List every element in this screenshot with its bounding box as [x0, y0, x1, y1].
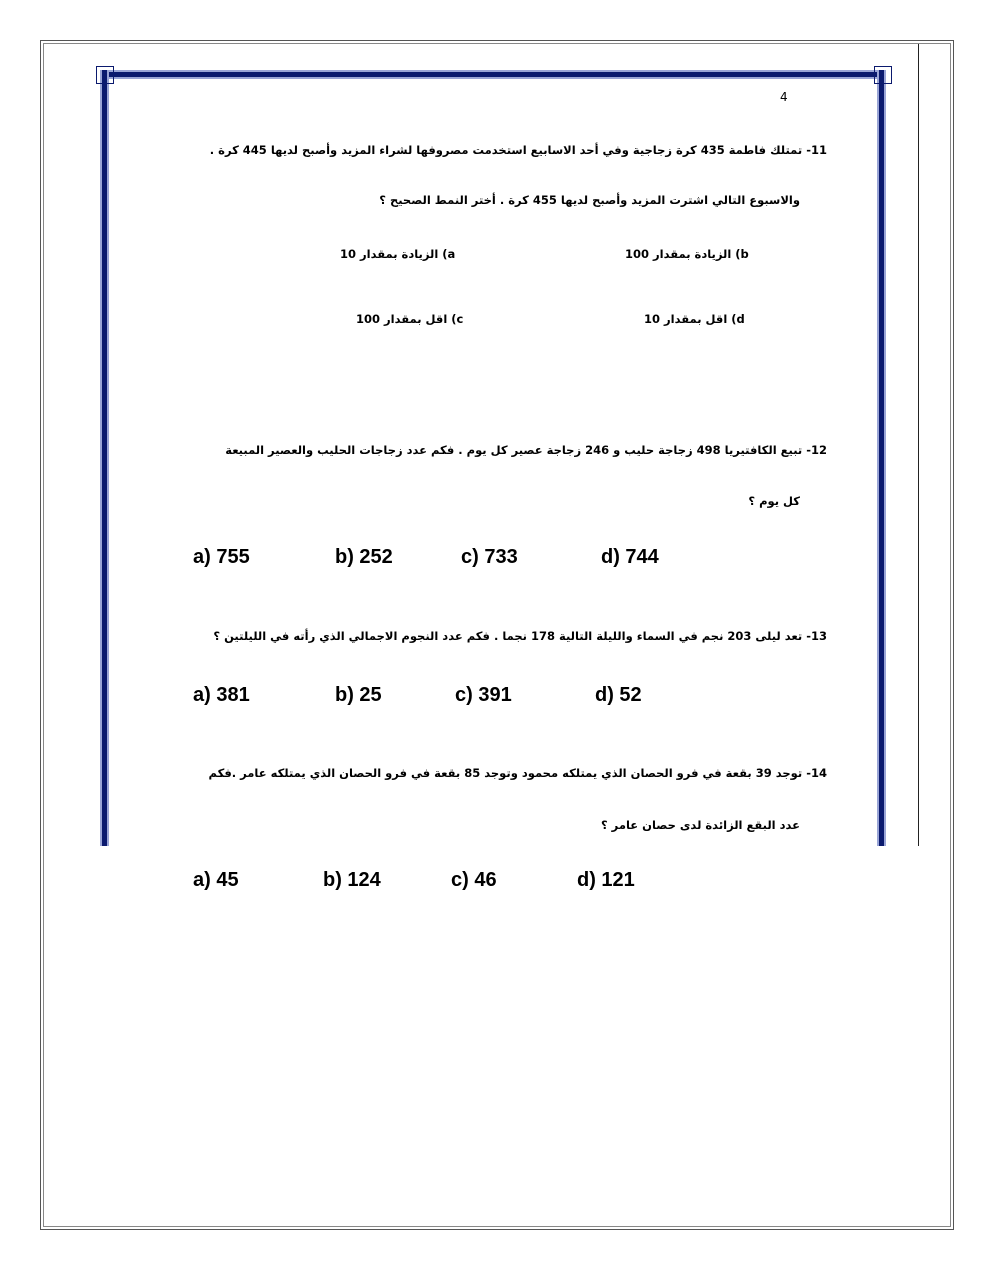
question-13-option-b: b) 25	[335, 684, 382, 706]
question-12-option-a: a) 755	[193, 546, 250, 568]
page-number: 4	[780, 90, 788, 104]
question-11-option-a: a) الزيادة بمقدار 10	[340, 247, 456, 261]
question-14-option-d: d) 121	[577, 869, 635, 891]
page-border-top	[100, 70, 886, 79]
question-11-option-d: d) اقل بمقدار 10	[644, 312, 745, 326]
margin-line	[918, 44, 919, 846]
page-border-right	[877, 70, 886, 846]
question-13-option-a: a) 381	[193, 684, 250, 706]
question-13-text: 13- تعد ليلى 203 نجم في السماء والليلة التالية 178 نجما . فكم عدد النجوم الاجمالي الذي رأته في الليلتين ؟	[213, 629, 827, 643]
question-11-text: 11- تمتلك فاطمة 435 كرة زجاجية وفي أحد الاسابيع استخدمت مصروفها لشراء المزيد وأصبح لديها 445 كرة .	[209, 143, 827, 157]
question-12-text-2: كل يوم ؟	[748, 494, 800, 508]
question-12-text: 12- تبيع الكافتيريا 498 زجاجة حليب و 246 زجاجة عصير كل يوم . فكم عدد زجاجات الحليب والعصير المبيعة	[225, 443, 827, 457]
question-11-option-c: c) اقل بمقدار 100	[356, 312, 464, 326]
question-12-option-c: c) 733	[461, 546, 518, 568]
question-14-option-b: b) 124	[323, 869, 381, 891]
question-11-option-b: b) الزيادة بمقدار 100	[625, 247, 749, 261]
question-12-option-b: b) 252	[335, 546, 393, 568]
question-13-option-c: c) 391	[455, 684, 512, 706]
question-13-option-d: d) 52	[595, 684, 642, 706]
question-14-text: 14- توجد 39 بقعة في فرو الحصان الذي يمتلكه محمود وتوجد 85 بقعة في فرو الحصان الذي يمتلكه عامر .فكم	[208, 766, 827, 780]
border-corner-ornament	[874, 66, 892, 84]
question-11-text-2: والاسبوع التالي اشترت المزيد وأصبح لديها 455 كرة . أختر النمط الصحيح ؟	[379, 193, 800, 207]
border-corner-ornament	[96, 66, 114, 84]
question-14-option-a: a) 45	[193, 869, 239, 891]
question-14-text-2: عدد البقع الزائدة لدى حصان عامر ؟	[601, 818, 800, 832]
question-12-option-d: d) 744	[601, 546, 659, 568]
page-border-left	[100, 70, 109, 846]
question-14-option-c: c) 46	[451, 869, 497, 891]
